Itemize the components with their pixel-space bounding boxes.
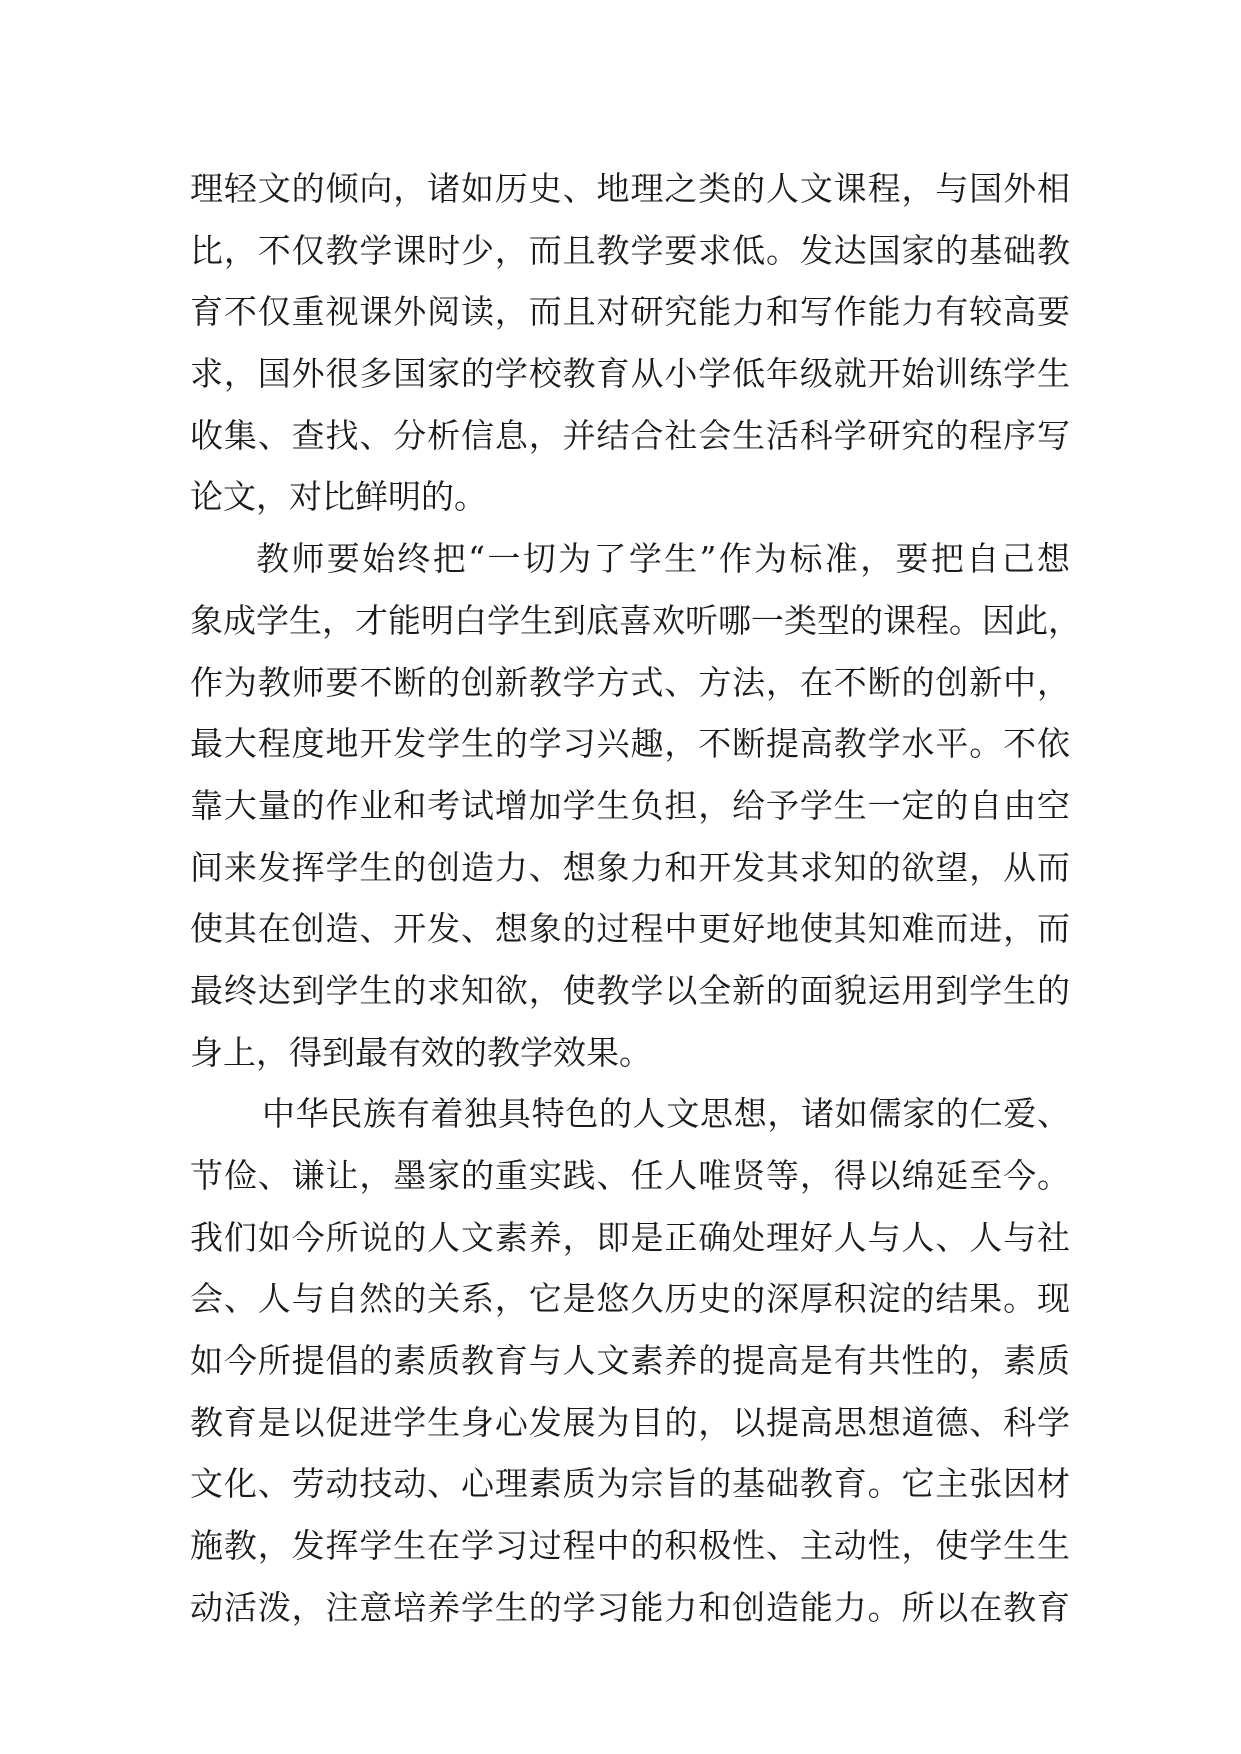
text-line: 如今所提倡的素质教育与人文素养的提高是有共性的，素质 [190,1341,1070,1381]
text-line: 理轻文的倾向，诸如历史、地理之类的人文课程，与国外相 [190,169,1070,208]
body-text [190,158,1081,1639]
paragraph-first-line: 中华民族有着独具特色的人文思想，诸如儒家的仁爱、 [262,1094,1070,1134]
text-line: 最大程度地开发学生的学习兴趣，不断提高教学水平。不依 [190,724,1070,764]
text-line: 象成学生，才能明白学生到底喜欢听哪一类型的课程。因此， [190,600,1081,640]
text-line: 教育是以促进学生身心发展为目的，以提高思想道德、科学 [190,1402,1070,1442]
text-line: 作为教师要不断的创新教学方式、方法，在不断的创新中， [190,662,1070,702]
text-line: 求，国外很多国家的学校教育从小学低年级就开始训练学生 [190,354,1070,394]
text-line: 节俭、谦让，墨家的重实践、任人唯贤等，得以绵延至今。 [190,1156,1070,1195]
text-line: 我们如今所说的人文素养，即是正确处理好人与人、人与社 [190,1217,1070,1257]
text-line: 靠大量的作业和考试增加学生负担，给予学生一定的自由空 [190,785,1070,825]
text-line: 文化、劳动技动、心理素质为宗旨的基础教育。它主张因材 [190,1464,1070,1504]
text-line: 使其在创造、开发、想象的过程中更好地使其知难而进，而 [190,909,1070,949]
text-line: 最终达到学生的求知欲，使教学以全新的面貌运用到学生的 [190,970,1070,1010]
text-line: 比，不仅教学课时少，而且教学要求低。发达国家的基础教 [190,230,1070,270]
text-line: 间来发挥学生的创造力、想象力和开发其求知的欲望，从而 [190,847,1070,887]
text-line: 施教，发挥学生在学习过程中的积极性、主动性，使学生生 [190,1526,1070,1566]
text-line: 身上，得到最有效的教学效果。 [190,1032,652,1072]
text-line: 论文，对比鲜明的。 [190,477,487,517]
paragraph-first-line: 教师要始终把“一切为了学生”作为标准，要把自己想 [256,539,1070,579]
text-line: 收集、查找、分析信息，并结合社会生活科学研究的程序写 [190,415,1070,455]
text-line: 动活泼，注意培养学生的学习能力和创造能力。所以在教育 [190,1587,1070,1627]
text-line: 会、人与自然的关系，它是悠久历史的深厚积淀的结果。现 [190,1279,1070,1319]
text-line: 育不仅重视课外阅读，而且对研究能力和写作能力有较高要 [190,292,1070,332]
